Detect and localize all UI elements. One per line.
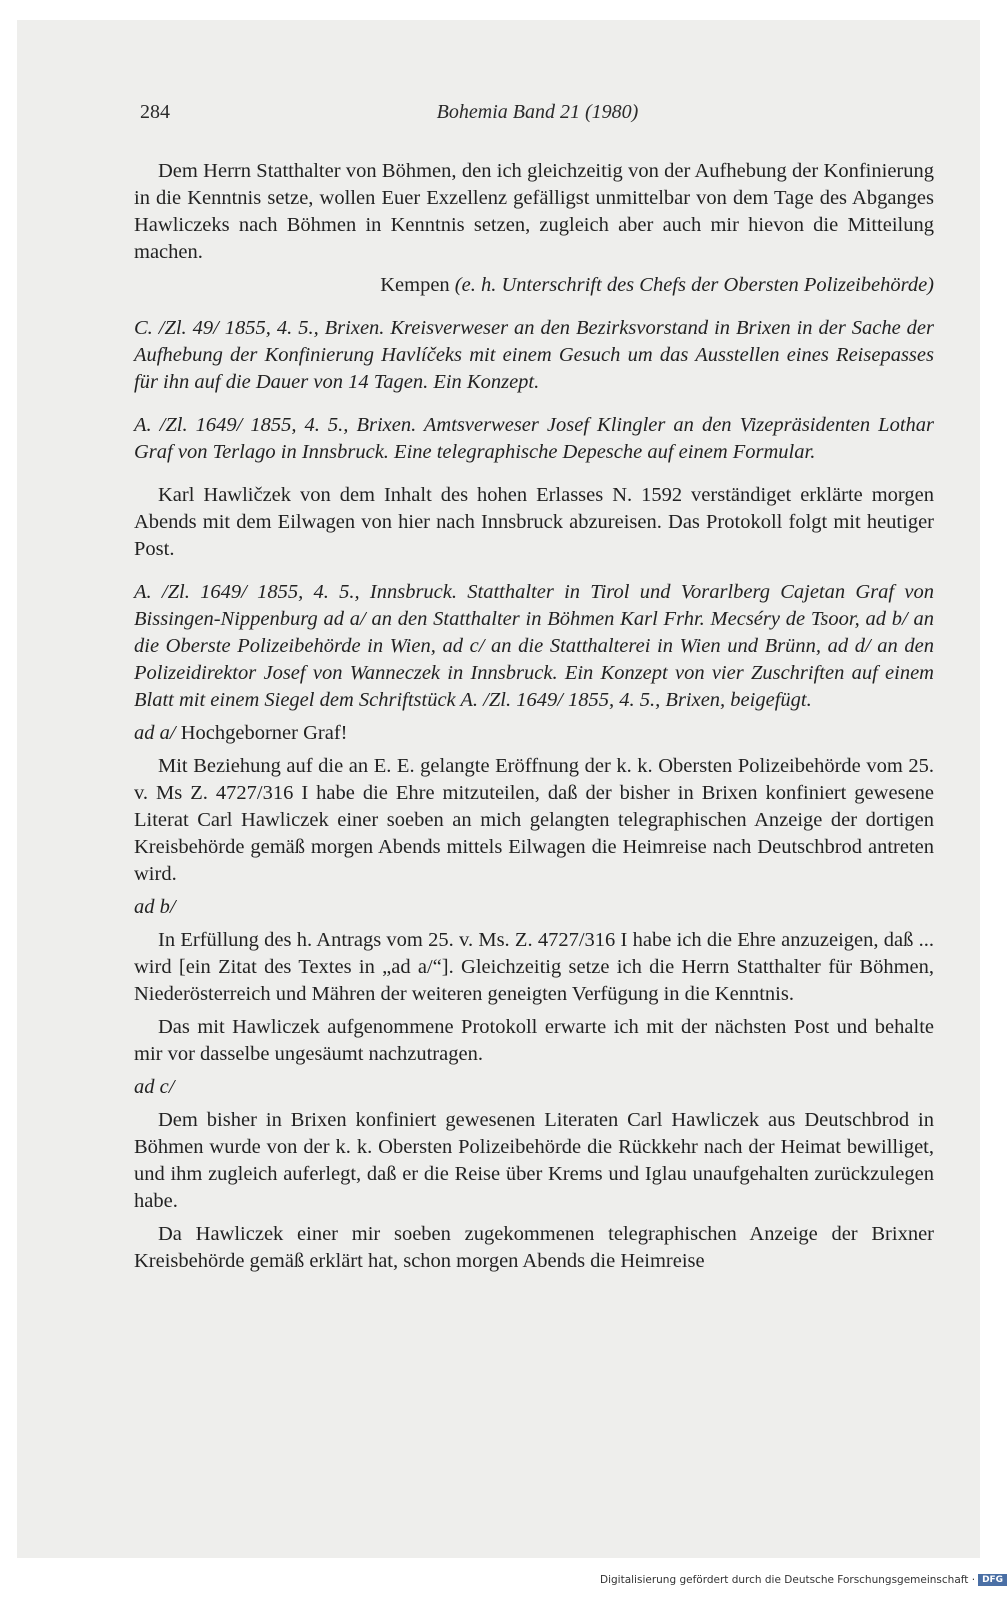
salutation-line [134, 720, 934, 747]
paragraph: In Erfüllung des h. Antrags vom 25. v. Ms. Z. 4727/316 I habe ich die Ehre anzuzeigen, daß ... wird [ein Zitat des Textes in „ad a/“]. Gleichzeitig setze ich die Herrn Statthalter für Böhmen, Niederösterreich und Mähren der weiteren geneigten Verfügung in die Kenntnis. [134, 929, 934, 1005]
page-header [140, 101, 935, 131]
paragraph: Dem bisher in Brixen konfiniert gewesenen Literaten Carl Hawliczek aus Deutschbrod in Böhmen wurde von der k. k. Obersten Polizeibehörde die Rückkehr nach der Heimat bewilliget, und ihm zugleich auferlegt, daß er die Reise über Krems und Iglau unaufgehalten zurückzulegen habe. [134, 1109, 934, 1212]
signature-name: Kempen [380, 274, 450, 296]
ad-b-label: ad b/ [134, 896, 176, 918]
paragraph: Mit Beziehung auf die an E. E. gelangte Eröffnung der k. k. Obersten Polizeibehörde vom 25. v. Ms Z. 4727/316 I habe die Ehre mitzuteilen, daß der bisher in Brixen konfiniert gewesene Literat Carl Hawliczek einer soeben an mich gelangten telegraphischen Anzeige der dortigen Kreisbehörde gemäß morgen Abends mittels Eilwagen die Heimreise nach Deutschbrod antreten wird. [134, 755, 934, 885]
salutation: Hochgeborner Graf! [180, 722, 348, 744]
document-entry: C. /Zl. 49/ 1855, 4. 5., Brixen. Kreisverweser an den Bezirksvorstand in Brixen in der Sache der Aufhebung der Konfinierung Havlíčeks mit einem Gesuch um das Ausstellen eines Reisepasses für ihn auf die Dauer von 14 Tagen. Ein Konzept. [134, 317, 934, 393]
footer-text: Digitalisierung gefördert durch die Deutsche Forschungsgemeinschaft · [600, 1574, 976, 1586]
document-entry: A. /Zl. 1649/ 1855, 4. 5., Innsbruck. Statthalter in Tirol und Vorarlberg Cajetan Graf von Bissingen-Nippenburg ad a/ an den Statthalter in Böhmen Karl Frhr. Mecséry de Tsoor, ad b/ an die Oberste Polizeibehörde in Wien, ad c/ an die Statthalterei in Wien und Brünn, ad d/ an den Polizeidirektor Josef von Wanneczek in Innsbruck. Ein Konzept von vier Zuschriften auf einem Blatt mit einem Siegel dem Schriftstück A. /Zl. 1649/ 1855, 4. 5., Brixen, beigefügt. [134, 581, 934, 711]
ad-a-label: ad a/ [134, 722, 176, 744]
signature-note: (e. h. Unterschrift des Chefs der Obersten Polizeibehörde) [454, 274, 934, 296]
paragraph: Dem Herrn Statthalter von Böhmen, den ich gleichzeitig von der Aufhebung der Konfinierung in die Kenntnis setze, wollen Euer Exzellenz gefälligst unmittelbar von dem Tage des Abganges Hawliczeks nach Böhmen in Kenntnis setzen, zugleich aber auch mir hievon die Mitteilung machen. [134, 160, 934, 263]
document-entry: A. /Zl. 1649/ 1855, 4. 5., Brixen. Amtsverweser Josef Klingler an den Vizepräsidenten Lothar Graf von Terlago in Innsbruck. Eine telegraphische Depesche auf einem Formular. [134, 414, 934, 463]
dfg-logo-icon: DFG [978, 1574, 1007, 1586]
page-number: 284 [140, 101, 170, 123]
running-title: Bohemia Band 21 (1980) [436, 101, 639, 123]
digitization-footer [600, 1574, 1007, 1590]
paragraph: Da Hawliczek einer mir soeben zugekommenen telegraphischen Anzeige der Brixner Kreisbehörde gemäß erklärt hat, schon morgen Abends die Heimreise [134, 1223, 934, 1272]
page-body [134, 158, 934, 1275]
paragraph: Karl Hawličzek von dem Inhalt des hohen Erlasses N. 1592 verständiget erklärte morgen Abends mit dem Eilwagen von hier nach Innsbruck abzureisen. Das Protokoll folgt mit heutiger Post. [134, 484, 934, 560]
ad-c-label: ad c/ [134, 1076, 175, 1098]
signature-line [134, 272, 934, 299]
paragraph: Das mit Hawliczek aufgenommene Protokoll erwarte ich mit der nächsten Post und behalte mir vor dasselbe ungesäumt nachzutragen. [134, 1016, 934, 1065]
